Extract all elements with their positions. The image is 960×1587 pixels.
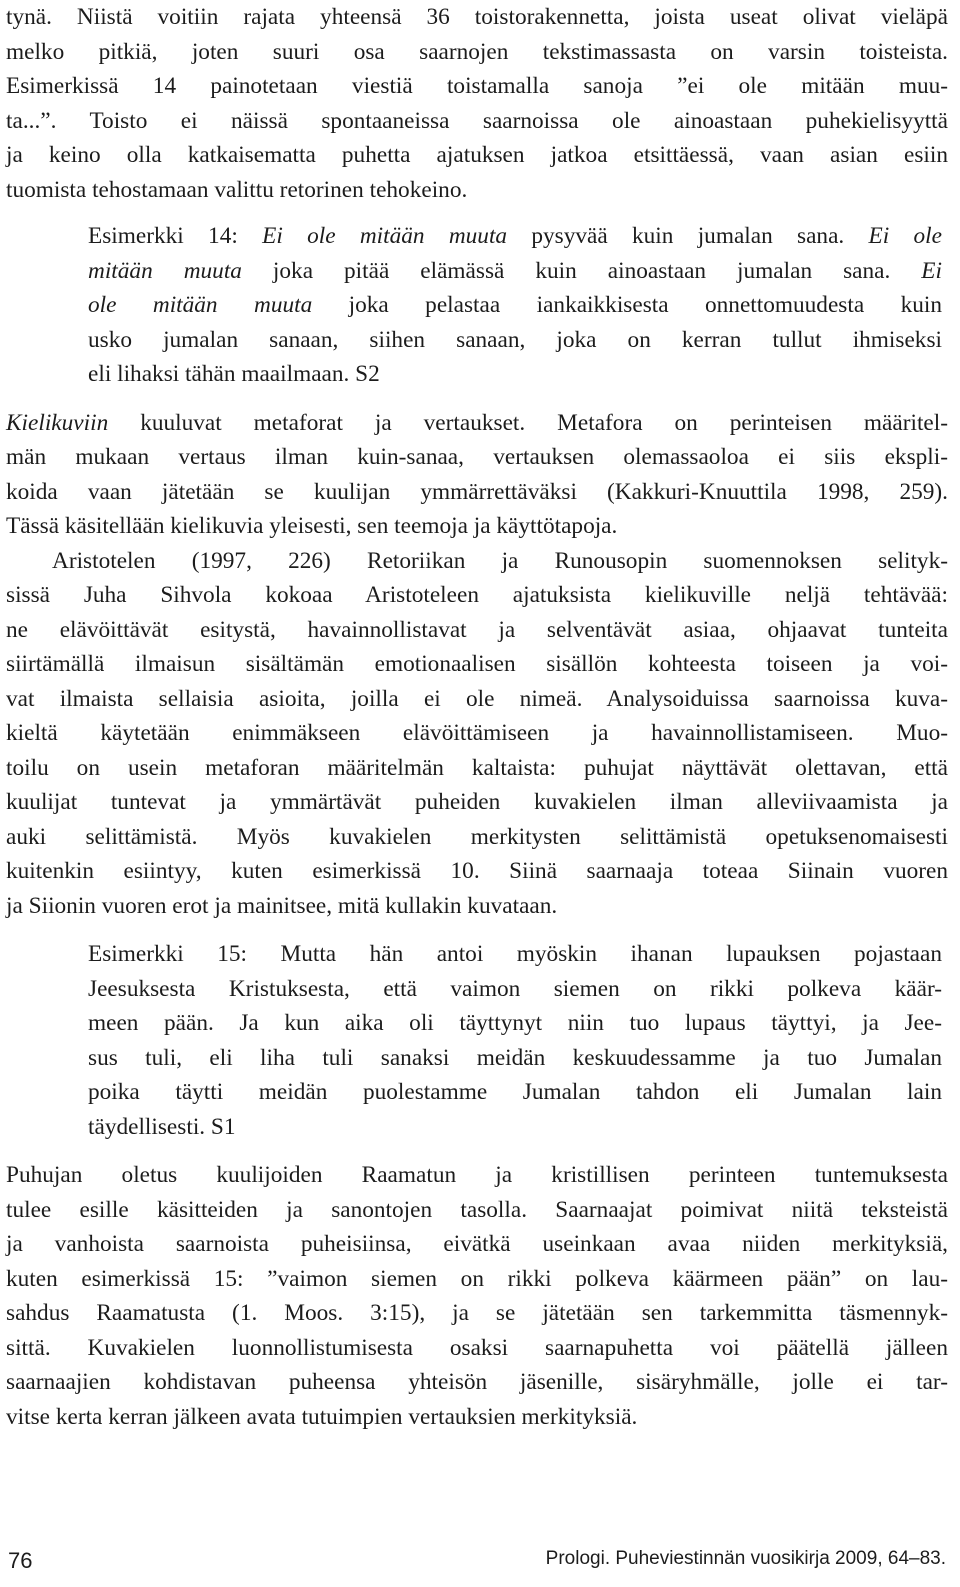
text-line: kieltä käytetään enimmäkseen elävöittämiseen ja havainnollistamiseen. Muo- bbox=[6, 720, 948, 746]
text-span: Aristotelen (1997, 226) Retoriikan ja Runousopin suomennoksen selityk- bbox=[52, 547, 948, 574]
example-line bbox=[88, 288, 942, 323]
emphasis: Ei ole mitään muuta bbox=[262, 223, 508, 249]
text-line: tynä. Niistä voitiin rajata yhteensä 36 toistorakennetta, joista useat olivat vieläpä bbox=[6, 4, 948, 30]
example-text: pysyvää kuin jumalan sana. bbox=[507, 223, 869, 249]
text-line: kuten esimerkissä 15: ”vaimon siemen on rikki polkeva käärmeen pään” on lau- bbox=[6, 1265, 948, 1292]
text-line: koida vaan jätetään se kuulijan ymmärrettäväksi (Kakkuri-Knuuttila 1998, 259). bbox=[6, 478, 948, 505]
document-page bbox=[6, 0, 948, 1434]
example-line: usko jumalan sanaan, siihen sanaan, joka on kerran tullut ihmiseksi bbox=[88, 326, 942, 353]
example-line: meen pään. Ja kun aika oli täyttynyt niin tuo lupaus täyttyi, ja Jee- bbox=[88, 1010, 942, 1036]
example-15 bbox=[88, 937, 942, 1144]
publication-citation: Prologi. Puheviestinnän vuosikirja 2009, 64–83. bbox=[545, 1548, 946, 1569]
example-line: eli lihaksi tähän maailmaan. S2 bbox=[88, 361, 380, 387]
text-line: melko pitkiä, joten suuri osa saarnojen tekstimassasta on varsin toisteista. bbox=[6, 38, 948, 65]
text-line: sahdus Raamatusta (1. Moos. 3:15), ja se jätetään sen tarkemmitta täsmennyk- bbox=[6, 1300, 948, 1326]
text-line: Puhujan oletus kuulijoiden Raamatun ja kristillisen perinteen tuntemuksesta bbox=[6, 1162, 948, 1188]
example-line: poika täytti meidän puolestamme Jumalan tahdon eli Jumalan lain bbox=[88, 1079, 942, 1105]
emphasis: Ei ole bbox=[868, 223, 942, 249]
emphasis: Kielikuviin bbox=[6, 409, 109, 436]
example-text: joka pelastaa iankaikkisesta onnettomuudesta kuin bbox=[312, 292, 942, 318]
text-line: ja Siionin vuoren erot ja mainitsee, mitä kullakin kuvataan. bbox=[6, 892, 558, 919]
text-line: tulee esille käsitteiden ja sanontojen tasolla. Saarnaajat poimivat niitä teksteistä bbox=[6, 1196, 948, 1223]
text-line: vat ilmaista sellaisia asioita, joilla ei ole nimeä. Analysoiduissa saarnoissa kuva- bbox=[6, 685, 948, 712]
text-line: Esimerkissä 14 painotetaan viestiä toistamalla sanoja ”ei ole mitään muu- bbox=[6, 73, 948, 99]
example-line: sus tuli, eli liha tuli sanaksi meidän keskuudessamme ja tuo Jumalan bbox=[88, 1044, 942, 1071]
text-line: toilu on usein metaforan määritelmän kaltaista: puhujat näyttävät olettavan, että bbox=[6, 754, 948, 781]
text-span: kuuluvat metaforat ja vertaukset. Metafora on perinteisen määritel- bbox=[108, 409, 948, 436]
text-line bbox=[6, 544, 948, 579]
emphasis: mitään muuta bbox=[88, 257, 242, 284]
example-line: Esimerkki 15: Mutta hän antoi myöskin ihanan lupauksen pojastaan bbox=[88, 941, 942, 967]
paragraph-1 bbox=[6, 0, 948, 207]
text-line: Tässä käsitellään kielikuvia yleisesti, sen teemoja ja käyttötapoja. bbox=[6, 513, 618, 539]
text-line: män mukaan vertaus ilman kuin-sanaa, vertauksen olemassaoloa ei siis ekspli- bbox=[6, 444, 948, 470]
text-line: tuomista tehostamaan valittu retorinen tehokeino. bbox=[6, 176, 468, 203]
example-line: Jeesuksesta Kristuksesta, että vaimon siemen on rikki polkeva käär- bbox=[88, 975, 942, 1002]
text-line: sittä. Kuvakielen luonnollistumisesta osaksi saarnapuhetta voi päätellä jälleen bbox=[6, 1334, 948, 1361]
text-line: ta...”. Toisto ei näissä spontaaneissa saarnoissa ole ainoastaan puhekielisyyttä bbox=[6, 107, 948, 134]
example-14 bbox=[88, 219, 942, 392]
paragraph-3 bbox=[6, 544, 948, 924]
example-line bbox=[88, 219, 942, 254]
paragraph-2 bbox=[6, 406, 948, 544]
example-line bbox=[88, 254, 942, 289]
text-line: ne elävöittävät esitystä, havainnollistavat ja selventävät asiaa, ohjaavat tunteita bbox=[6, 616, 948, 643]
text-line: ja vanhoista saarnoista puheisiinsa, eivätkä useinkaan avaa niiden merkityksiä, bbox=[6, 1231, 948, 1257]
emphasis: Ei bbox=[921, 257, 942, 284]
page-footer bbox=[0, 1546, 960, 1576]
page-number: 76 bbox=[8, 1548, 33, 1573]
emphasis: ole mitään muuta bbox=[88, 292, 313, 318]
paragraph-4 bbox=[6, 1158, 948, 1434]
text-line: kuulijat tuntevat ja ymmärtävät puheiden kuvakielen ilman alleviivaamista ja bbox=[6, 789, 948, 815]
text-line: ja keino olla katkaisematta puhetta ajatuksen jatkoa etsittäessä, vaan asian esiin bbox=[6, 142, 948, 168]
example-text: joka pitää elämässä kuin ainoastaan jumalan sana. bbox=[241, 257, 922, 284]
text-line: saarnaajien kohdistavan puheensa yhteisön jäsenille, sisäryhmälle, jolle ei tar- bbox=[6, 1369, 948, 1395]
example-line: täydellisesti. S1 bbox=[88, 1113, 236, 1140]
text-line: siirtämällä ilmaisun sisältämän emotionaalisen sisällön kohteesta toiseen ja voi- bbox=[6, 651, 948, 677]
text-line: sissä Juha Sihvola kokoaa Aristoteleen ajatuksista kielikuville neljä tehtävää: bbox=[6, 582, 948, 608]
text-line: auki selittämistä. Myös kuvakielen merkitysten selittämistä opetuksenomaisesti bbox=[6, 823, 948, 850]
text-line: vitse kerta kerran jälkeen avata tutuimpien vertauksien merkityksiä. bbox=[6, 1403, 638, 1430]
example-label: Esimerkki 14: bbox=[88, 223, 263, 249]
text-line bbox=[6, 406, 948, 441]
text-line: kuitenkin esiintyy, kuten esimerkissä 10. Siinä saarnaaja toteaa Siinain vuoren bbox=[6, 858, 948, 884]
